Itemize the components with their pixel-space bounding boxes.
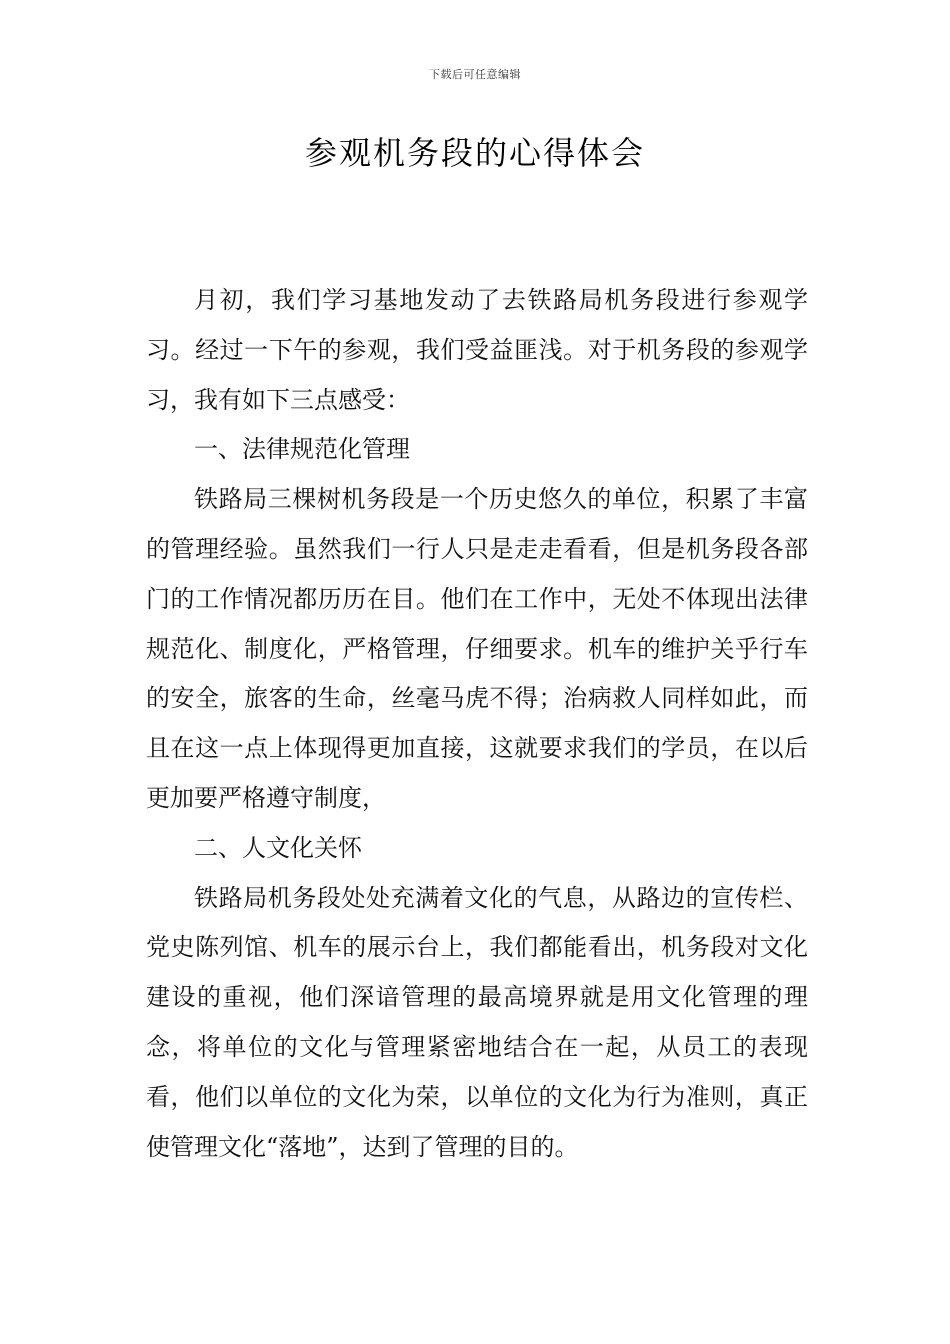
- paragraph-intro: 月初，我们学习基地发动了去铁路局机务段进行参观学习。经过一下午的参观，我们受益匪浅。对于机务段的参观学习，我有如下三点感受：: [146, 286, 808, 414]
- paragraph-section-2: 铁路局机务段处处充满着文化的气息，从路边的宣传栏、党史陈列馆、机车的展示台上，我们都能看出，机务段对文化建设的重视，他们深谙管理的最高境界就是用文化管理的理念，将单位的文化与管理紧密地结合在一起，从员工的表现看，他们以单位的文化为荣，以单位的文化为行为准则，真正使管理文化“落地”，达到了管理的目的。: [146, 883, 808, 1161]
- paragraph-section-1: 铁路局三棵树机务段是一个历史悠久的单位，积累了丰富的管理经验。虽然我们一行人只是走走看看，但是机务段各部门的工作情况都历历在目。他们在工作中，无处不体现出法律规范化、制度化，严格管理，仔细要求。机车的维护关乎行车的安全，旅客的生命，丝毫马虎不得；治病救人同样如此，而且在这一点上体现得更加直接，这就要求我们的学员，在以后更加要严格遵守制度，: [146, 485, 808, 812]
- document-body: [146, 276, 808, 1172]
- header-note: 下载后可任意编辑: [429, 68, 521, 81]
- section-heading-2: 二、人文化关怀: [194, 833, 362, 862]
- section-heading-1: 一、法律规范化管理: [194, 435, 410, 464]
- document-title: 参观机务段的心得体会: [304, 134, 645, 172]
